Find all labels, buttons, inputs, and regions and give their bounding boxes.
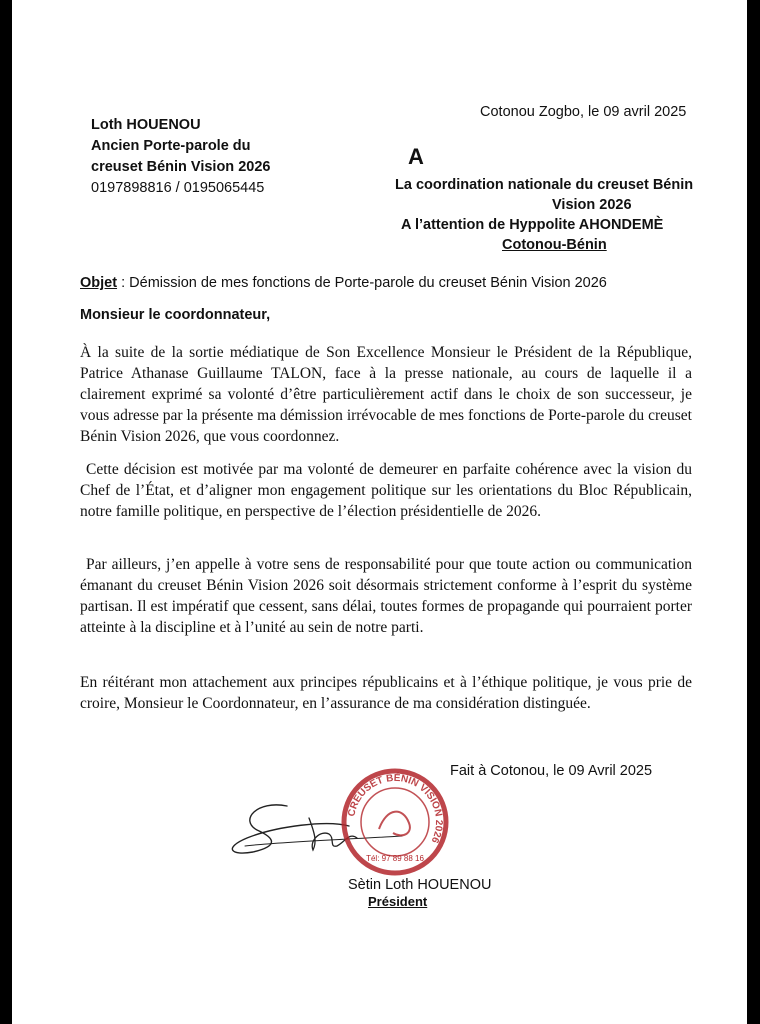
- recipient-line3: A l’attention de Hyppolite AHONDEMÈ: [401, 217, 664, 233]
- place-date: Cotonou Zogbo, le 09 avril 2025: [480, 104, 687, 120]
- subject-label: Objet: [80, 275, 118, 291]
- body-paragraph-3: Par ailleurs, j’en appelle à votre sens de responsabilité pour que toute action ou communication émanant du creuset Bénin Vision 2026 soit désormais strictement conforme à l’esprit du système partisan. Il est impératif que cessent, sans délai, toutes formes de propagande qui pourraient porter atteinte à la discipline et à l’unité au sein de notre parti.: [80, 556, 692, 636]
- recipient-line1: La coordination nationale du creuset Bénin: [395, 177, 694, 193]
- sender-title-line2: creuset Bénin Vision 2026: [91, 159, 271, 175]
- letter-page: [12, 0, 747, 1024]
- stamp-ring-text: CREUSET BÉNIN VISION 2026: [346, 772, 445, 845]
- salutation: Monsieur le coordonnateur,: [80, 307, 271, 323]
- subject-line: [80, 275, 607, 291]
- body-paragraph-2: Cette décision est motivée par ma volonté de demeurer en parfaite cohérence avec la vision du Chef de l’État, et d’aligner mon engagement politique sur les orientations du Bloc Républicain, notre famille politique, en perspective de l’élection présidentielle de 2026.: [80, 461, 692, 520]
- subject-separator: :: [117, 275, 126, 291]
- recipient-marker: A: [408, 144, 424, 169]
- recipient-line4: Cotonou-Bénin: [502, 237, 607, 253]
- sender-phones: 0197898816 / 0195065445: [91, 180, 265, 196]
- signatory-role: Président: [368, 894, 428, 909]
- signatory-name: Sètin Loth HOUENOU: [348, 877, 492, 893]
- sender-name: Loth HOUENOU: [91, 117, 201, 133]
- body-paragraph-4: En réitérant mon attachement aux principes républicains et à l’éthique politique, je vous prie de croire, Monsieur le Coordonnateur, en l’assurance de ma considération distinguée.: [80, 674, 692, 712]
- subject-text: Démission de mes fonctions de Porte-parole du creuset Bénin Vision 2026: [129, 275, 607, 291]
- recipient-block: [395, 175, 710, 255]
- sender-block: [91, 115, 270, 199]
- official-stamp: [337, 767, 453, 877]
- closing-place-date: Fait à Cotonou, le 09 Avril 2025: [450, 763, 653, 779]
- body-paragraph-1: À la suite de la sortie médiatique de Son Excellence Monsieur le Président de la République, Patrice Athanase Guillaume TALON, face à la presse nationale, au cours de laquelle il a clairement exprimé sa volonté d’être particulièrement actif dans le choix de son successeur, je vous adresse par la présente ma démission irrévocable de mes fonctions de Porte-parole du creuset Bénin Vision 2026, que vous coordonnez.: [80, 344, 692, 445]
- recipient-line2: Vision 2026: [552, 197, 632, 213]
- sender-title-line1: Ancien Porte-parole du: [91, 138, 251, 154]
- stamp-phone-text: Tél: 97 89 88 16: [366, 854, 424, 863]
